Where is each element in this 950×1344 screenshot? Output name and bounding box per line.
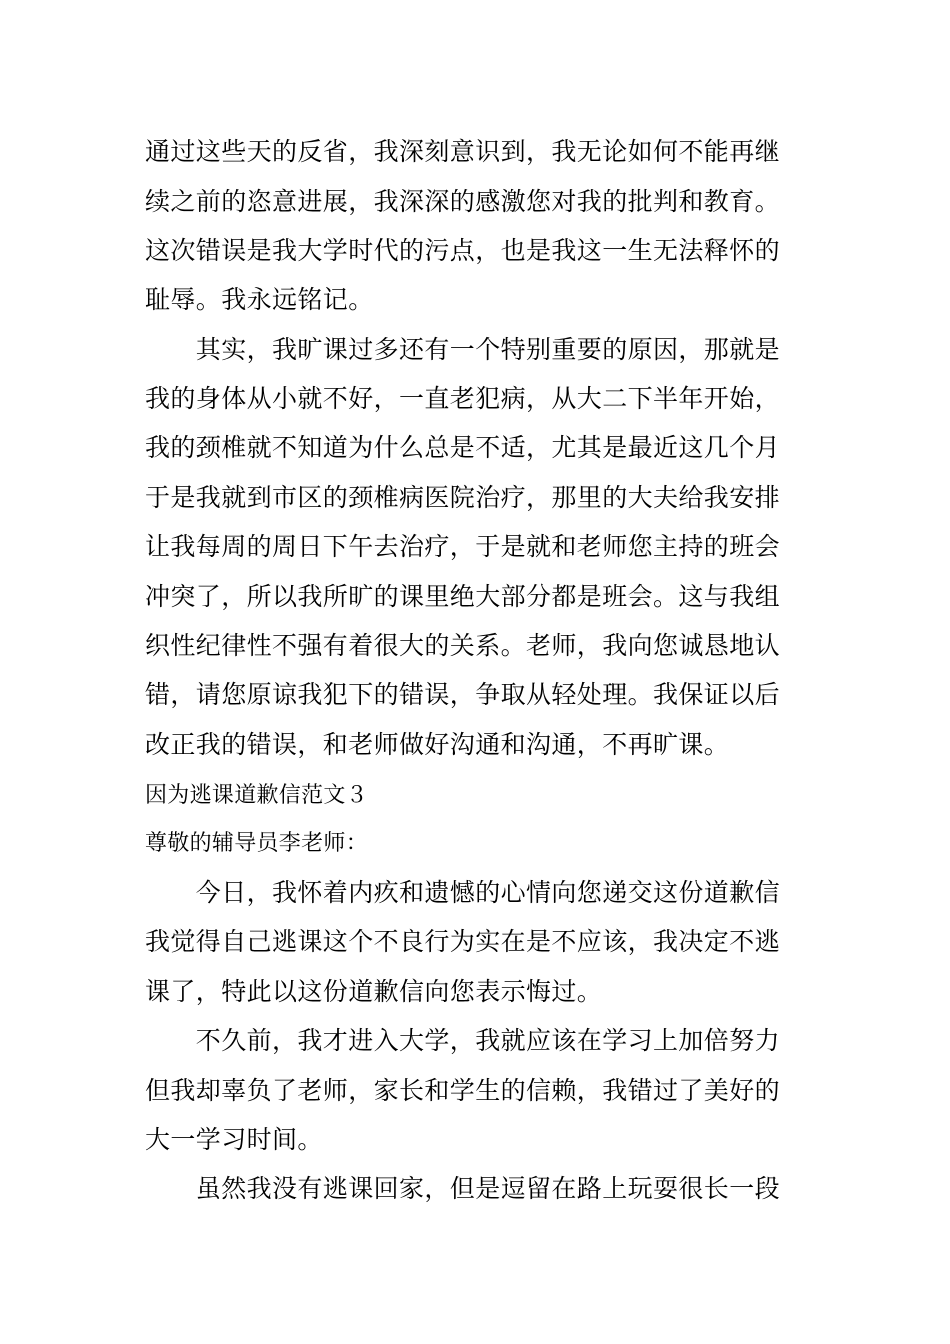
paragraph-line: 今日，我怀着内疚和遗憾的心情向您递交这份道歉信 [145,878,781,907]
paragraph-line: 我的身体从小就不好，一直老犯病，从大二下半年开始， [145,384,781,413]
paragraph-line: 其实，我旷课过多还有一个特别重要的原因，那就是 [145,335,781,364]
paragraph-line: 这次错误是我大学时代的污点，也是我这一生无法释怀的 [145,236,781,265]
paragraph-line: 冲突了，所以我所旷的课里绝大部分都是班会。这与我组 [145,582,781,611]
paragraph-line: 续之前的恣意进展，我深深的感激您对我的批判和教育。 [145,187,781,216]
paragraph-line: 课了，特此以这份道歉信向您表示悔过。 [145,977,603,1006]
paragraph-line: 我的颈椎就不知道为什么总是不适，尤其是最近这几个月 [145,433,781,462]
paragraph-line: 大一学习时间。 [145,1125,323,1154]
paragraph-line: 错，请您原谅我犯下的错误，争取从轻处理。我保证以后 [145,680,781,709]
paragraph-line: 通过这些天的反省，我深刻意识到，我无论如何不能再继 [145,137,781,166]
section-heading: 因为逃课道歉信范文３ [145,783,369,808]
paragraph-line: 耻辱。我永远铭记。 [145,285,374,314]
paragraph-line: 改正我的错误，和老师做好沟通和沟通，不再旷课。 [145,730,730,759]
salutation: 尊敬的辅导员李老师： [145,831,369,856]
paragraph-line: 不久前，我才进入大学，我就应该在学习上加倍努力 [145,1026,781,1055]
paragraph-line: 但我却辜负了老师，家长和学生的信赖，我错过了美好的 [145,1076,781,1105]
paragraph-line: 织性纪律性不强有着很大的关系。老师，我向您诚恳地认 [145,631,781,660]
paragraph-line: 于是我就到市区的颈椎病医院治疗，那里的大夫给我安排 [145,483,781,512]
paragraph-line: 虽然我没有逃课回家，但是逗留在路上玩耍很长一段 [145,1174,781,1203]
paragraph-line: 让我每周的周日下午去治疗，于是就和老师您主持的班会 [145,532,781,561]
paragraph-line: 我觉得自己逃课这个不良行为实在是不应该，我决定不逃 [145,927,781,956]
